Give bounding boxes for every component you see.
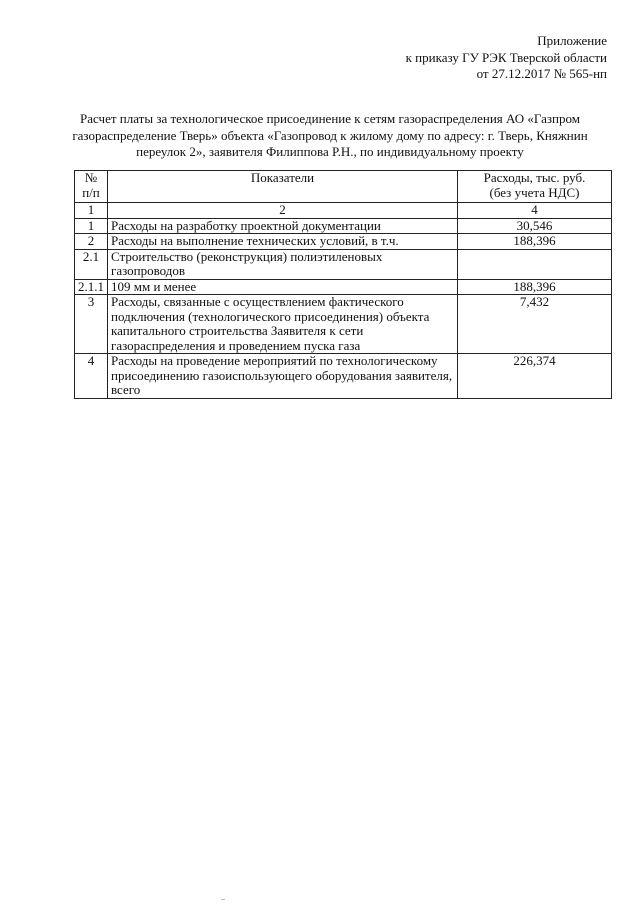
header-value-line-1: Расходы, тыс. руб. — [483, 170, 586, 185]
row-name: Расходы, связанные с осуществлением фактического подключения (технологического присоединения) объекта капитального строительства Заявителя к сети газораспределения и проведением пуска газа — [108, 295, 458, 354]
row-name: 109 мм и менее — [108, 279, 458, 295]
header-num — [75, 171, 108, 203]
row-value: 188,396 — [458, 234, 612, 250]
table-row — [75, 354, 612, 399]
row-name: Расходы на проведение мероприятий по технологическому присоединению газоиспользующего оборудования заявителя, всего — [108, 354, 458, 399]
header-value-line-2: (без учета НДС) — [489, 184, 580, 200]
row-value: 188,396 — [458, 279, 612, 295]
row-num: 3 — [75, 295, 108, 354]
header-value — [458, 171, 612, 203]
index-cell-value: 4 — [458, 203, 612, 219]
row-value — [458, 249, 612, 279]
title-line-1: Расчет платы за технологическое присоединение к сетям газораспределения АО «Газпром — [80, 111, 580, 126]
scan-mark: .. — [221, 893, 225, 902]
table-row — [75, 234, 612, 250]
index-cell-name: 2 — [108, 203, 458, 219]
table-row — [75, 279, 612, 295]
row-num: 2 — [75, 234, 108, 250]
row-num: 1 — [75, 218, 108, 234]
row-name: Строительство (реконструкция) полиэтиленовых газопроводов — [108, 249, 458, 279]
title-line-2: газораспределение Тверь» объекта «Газопровод к жилому дому по адресу: г. Тверь, Княжнин — [72, 127, 588, 143]
attachment-line-2: к приказу ГУ РЭК Тверской области — [405, 49, 607, 65]
attachment-line-3: от 27.12.2017 № 565-нп — [476, 66, 607, 81]
row-num: 4 — [75, 354, 108, 399]
row-value: 30,546 — [458, 218, 612, 234]
header-name: Показатели — [108, 171, 458, 203]
index-row — [75, 203, 612, 219]
row-num: 2.1 — [75, 249, 108, 279]
document-title — [70, 111, 590, 161]
cost-table — [74, 170, 612, 399]
header-num-line-2: п/п — [82, 184, 100, 200]
title-line-3: переулок 2», заявителя Филиппова Р.Н., по индивидуальному проекту — [136, 144, 524, 159]
attachment-note — [406, 33, 607, 83]
attachment-line-1: Приложение — [537, 33, 607, 48]
header-num-line-1: № — [84, 170, 98, 185]
table-header-row — [75, 171, 612, 203]
row-value: 226,374 — [458, 354, 612, 399]
table-row — [75, 218, 612, 234]
row-num: 2.1.1 — [75, 279, 108, 295]
index-cell-num: 1 — [75, 203, 108, 219]
row-value: 7,432 — [458, 295, 612, 354]
row-name: Расходы на разработку проектной документации — [108, 218, 458, 234]
table-row — [75, 295, 612, 354]
row-name: Расходы на выполнение технических условий, в т.ч. — [108, 234, 458, 250]
table-row — [75, 249, 612, 279]
